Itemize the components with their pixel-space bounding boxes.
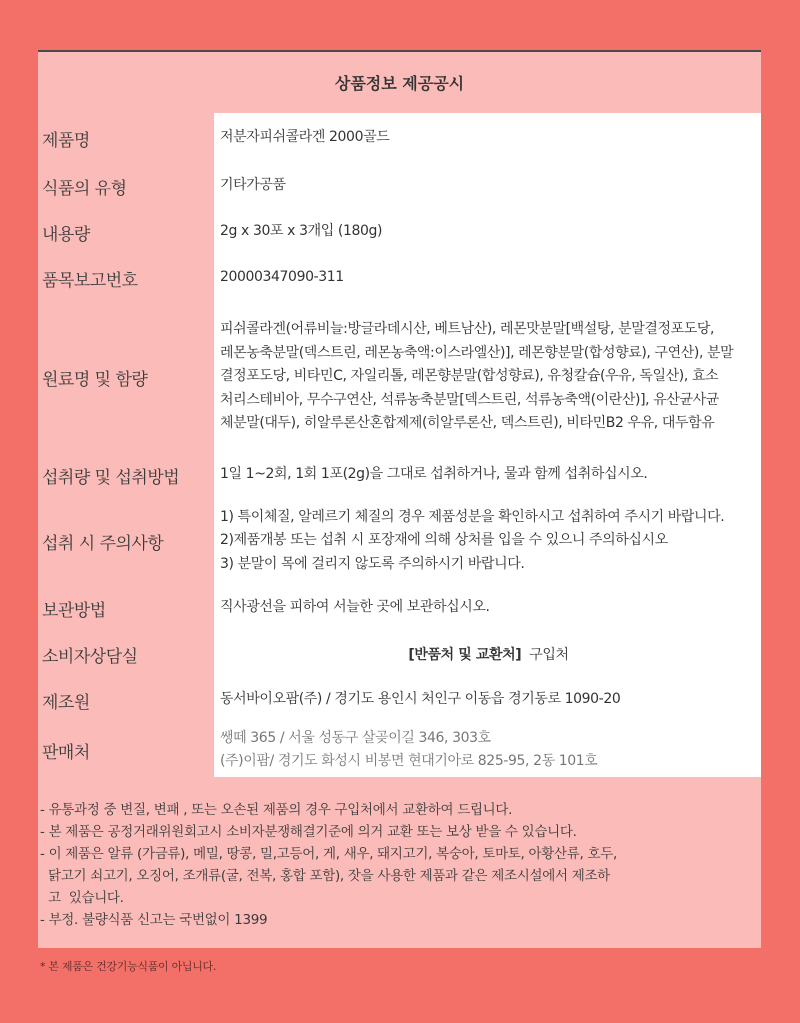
table-row-precautions	[38, 497, 761, 585]
row-value	[214, 585, 761, 631]
row-value-line: 쌩떼 365 / 서울 성동구 살곶이길 346, 303호	[220, 729, 491, 746]
row-value-line: 1) 특이체질, 알레르기 체질의 경우 제품성분을 확인하시고 섭취하여 주시기 바랍니다.	[220, 508, 725, 525]
row-value-line: (주)이팜/ 경기도 화성시 비봉면 현대기아로 825-95, 2동 101호	[220, 753, 598, 769]
row-value-line: 2g x 30포 x 3개입 (180g)	[220, 223, 383, 240]
row-label: 섭취 시 주의사항	[42, 533, 164, 554]
row-label: 판매처	[42, 742, 90, 763]
disclaimer-footnote: * 본 제품은 건강기능식품이 아닙니다.	[40, 960, 217, 973]
row-value-line: 기타가공품	[220, 177, 286, 194]
row-value	[214, 255, 761, 301]
row-value-line: 레몬농축분말(덱스트린, 레몬농축액:이스라엘산)], 레몬향분말(합성향료), 구연산), 분말	[220, 344, 734, 361]
notice-item: - 유통과정 중 변질, 변패 , 또는 오손된 제품의 경우 구입처에서 교환하여 드립니다.	[40, 802, 513, 818]
table-row-food-type	[38, 163, 761, 209]
table-row-report-number	[38, 255, 761, 301]
row-label: 식품의 유형	[42, 178, 127, 199]
row-label: 원료명 및 함량	[42, 369, 148, 390]
row-label: 내용량	[42, 224, 90, 245]
row-label: 섭취량 및 섭취방법	[42, 467, 180, 488]
row-label: 소비자상담실	[42, 646, 138, 667]
row-value-line: 20000347090-311	[220, 269, 344, 286]
notice-item: 닭고기 쇠고기, 오징어, 조개류(굴, 전복, 홍합 포함), 잣을 사용한 제품과 같은 제조시설에서 제조하	[40, 868, 610, 884]
info-table	[38, 113, 761, 777]
notice-item: 고 있습니다.	[40, 890, 124, 906]
row-value-line: 2)제품개봉 또는 섭취 시 포장재에 의해 상처를 입을 수 있으니 주의하십시오	[220, 532, 668, 549]
row-value	[214, 163, 761, 209]
row-value-line: 피쉬콜라겐(어류비늘:방글라데시산, 베트남산), 레몬맛분말[백설탕, 분말결정포도당,	[220, 321, 715, 338]
row-value	[214, 631, 761, 677]
row-value-line: 결정포도당, 비타민C, 자일리톨, 레몬향분말(합성향료), 유청칼슘(우유, 독일산), 효소	[220, 368, 719, 385]
row-label: 제품명	[42, 130, 90, 151]
row-value-line: 처리스테비아, 무수구연산, 석류농축분말[덱스트린, 석류농축액(이란산)], 유산균사균	[220, 391, 719, 408]
row-value-line: 3) 분말이 목에 걸리지 않도록 주의하시기 바랍니다.	[220, 555, 525, 572]
row-value	[214, 723, 761, 777]
product-info-panel	[38, 50, 761, 948]
row-value	[214, 497, 761, 585]
table-row-content-amount	[38, 209, 761, 255]
table-row-product-name	[38, 113, 761, 163]
table-row-intake-method	[38, 453, 761, 497]
panel-title: 상품정보 제공공시	[334, 74, 465, 93]
row-value-line: 1일 1~2회, 1회 1포(2g)을 그대로 섭취하거나, 물과 함께 섭취하십시오.	[220, 466, 648, 483]
row-label: 품목보고번호	[42, 270, 138, 291]
row-value	[214, 677, 761, 723]
row-value-line: 직사광선을 피하여 서늘한 곳에 보관하십시오.	[220, 599, 490, 616]
row-value	[214, 301, 761, 453]
table-row-manufacturer	[38, 677, 761, 723]
row-value-line: 동서바이오팜(주) / 경기도 용인시 처인구 이동읍 경기동로 1090-20	[220, 691, 621, 708]
row-value	[214, 209, 761, 255]
notice-item: - 부정. 불량식품 신고는 국번없이 1399	[40, 912, 268, 928]
row-value-line: 저분자피쉬콜라겐 2000골드	[220, 129, 390, 146]
row-value-line: 체분말(대두), 히알루론산혼합제제(히알루론산, 덱스트린), 비타민B2 우유, 대두함유	[220, 415, 715, 432]
row-value-line: 구입처	[529, 647, 569, 663]
notice-item: - 본 제품은 공정거래위원회고시 소비자분쟁해결기준에 의거 교환 또는 보상 받을 수 있습니다.	[40, 824, 577, 840]
table-row-storage	[38, 585, 761, 631]
row-value	[214, 113, 761, 163]
table-row-ingredients	[38, 301, 761, 453]
notice-list	[38, 777, 761, 931]
notice-item: - 이 제품은 알류 (가금류), 메밀, 땅콩, 밀,고등어, 게, 새우, 돼지고기, 복숭아, 토마토, 아황산류, 호두,	[40, 846, 617, 862]
table-row-consumer-center	[38, 631, 761, 677]
table-row-seller	[38, 723, 761, 777]
row-label: 보관방법	[42, 600, 106, 621]
return-exchange-label: [반품처 및 교환처]	[408, 647, 522, 663]
row-value	[214, 453, 761, 497]
row-label: 제조원	[42, 692, 90, 713]
